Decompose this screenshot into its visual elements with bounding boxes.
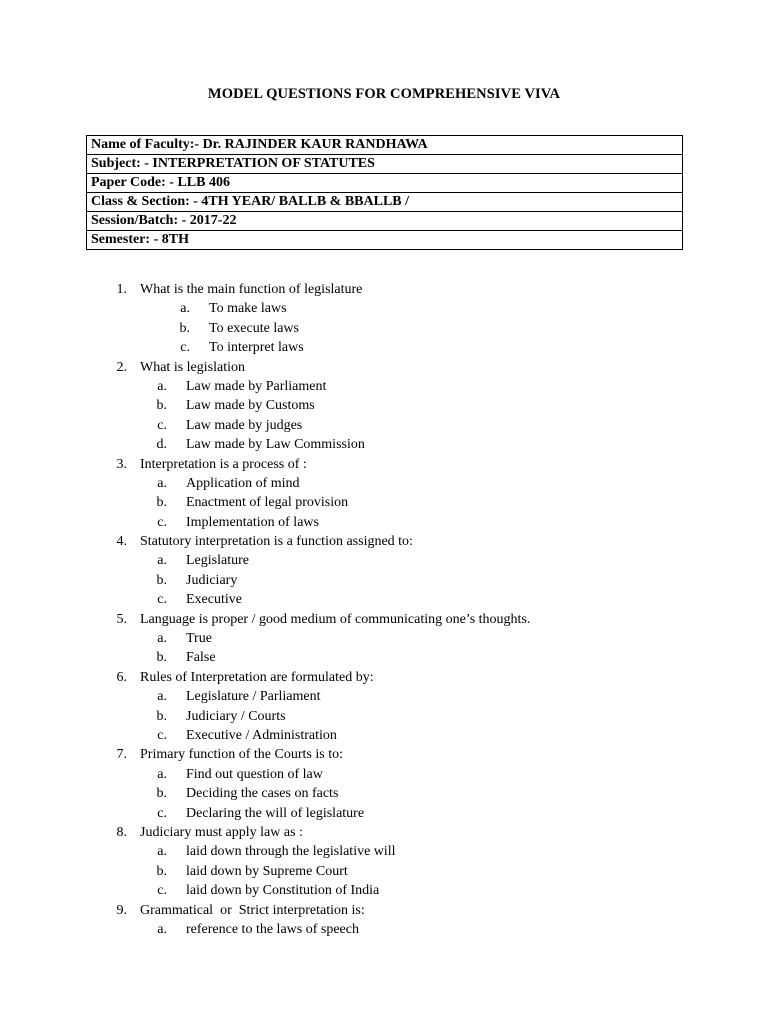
info-semester: Semester: - 8TH: [87, 231, 683, 250]
option-item: [0, 571, 768, 590]
question-text: Judiciary must apply law as :: [140, 824, 303, 840]
option-item: [0, 648, 768, 667]
option-text: Find out question of law: [186, 766, 323, 782]
question-number: 4.: [116, 534, 127, 550]
option-text: reference to the laws of speech: [186, 921, 359, 937]
info-row: [87, 174, 683, 193]
question-number: 1.: [116, 282, 127, 297]
option-item: [0, 319, 768, 338]
question-text: What is legislation: [140, 359, 245, 375]
option-label: a.: [157, 378, 167, 394]
question-text: Rules of Interpretation are formulated by:: [140, 669, 374, 685]
option-item: [0, 687, 768, 706]
option-item: [0, 784, 768, 803]
option-label: b.: [156, 786, 167, 802]
option-label: a.: [157, 631, 167, 647]
option-text: laid down by Supreme Court: [186, 863, 348, 879]
option-text: Legislature: [186, 553, 249, 569]
option-label: b.: [156, 708, 167, 724]
option-item: [0, 765, 768, 784]
info-faculty: Name of Faculty:- Dr. RAJINDER KAUR RANDHAWA: [87, 136, 683, 155]
option-text: Application of mind: [186, 475, 300, 491]
option-text: Legislature / Parliament: [186, 689, 321, 705]
option-label: a.: [157, 553, 167, 569]
question-text: Interpretation is a process of :: [140, 456, 307, 472]
question-item: [0, 668, 768, 687]
option-text: True: [186, 631, 212, 647]
question-number: 7.: [116, 747, 127, 763]
question-text: What is the main function of legislature: [140, 282, 363, 297]
option-label: a.: [157, 844, 167, 860]
option-item: [0, 551, 768, 570]
option-item: [0, 435, 768, 454]
question-item: [0, 901, 768, 920]
option-text: Judiciary / Courts: [186, 708, 286, 724]
question-text: Statutory interpretation is a function assigned to:: [140, 534, 413, 550]
option-item: [0, 590, 768, 609]
option-text: Law made by Parliament: [186, 378, 327, 394]
question-number: 5.: [116, 611, 127, 627]
info-row: [87, 136, 683, 155]
option-label: c.: [157, 592, 167, 608]
question-item: [0, 823, 768, 842]
option-text: Judiciary: [186, 572, 238, 588]
option-item: [0, 862, 768, 881]
question-number: 3.: [116, 456, 127, 472]
faculty-info-table: [86, 135, 683, 250]
option-text: To make laws: [209, 301, 287, 317]
option-label: b.: [156, 863, 167, 879]
option-label: a.: [157, 475, 167, 491]
option-label: b.: [156, 398, 167, 414]
option-text: Law made by Customs: [186, 398, 315, 414]
option-text: Declaring the will of legislature: [186, 805, 365, 821]
info-session-batch: Session/Batch: - 2017-22: [87, 212, 683, 231]
option-label: c.: [157, 514, 167, 530]
option-label: b.: [156, 572, 167, 588]
question-item: [0, 610, 768, 629]
option-item: [0, 377, 768, 396]
option-item: [0, 804, 768, 823]
page-title: MODEL QUESTIONS FOR COMPREHENSIVE VIVA: [207, 86, 561, 102]
option-text: Implementation of laws: [186, 514, 319, 530]
option-item: [0, 842, 768, 861]
option-label: b.: [156, 650, 167, 666]
question-number: 6.: [116, 669, 127, 685]
option-label: a.: [157, 689, 167, 705]
info-paper-code: Paper Code: - LLB 406: [87, 174, 683, 193]
question-number: 8.: [116, 824, 127, 840]
option-item: [0, 629, 768, 648]
info-row: [87, 231, 683, 250]
info-row: [87, 212, 683, 231]
option-text: laid down through the legislative will: [186, 844, 396, 860]
option-item: [0, 920, 768, 939]
option-text: Law made by Law Commission: [186, 437, 365, 453]
option-label: b.: [156, 495, 167, 511]
option-text: To interpret laws: [209, 340, 304, 356]
option-label: c.: [157, 727, 167, 743]
info-subject: Subject: - INTERPRETATION OF STATUTES: [87, 155, 683, 174]
option-text: Law made by judges: [186, 417, 303, 433]
info-row: [87, 193, 683, 212]
option-text: Executive / Administration: [186, 727, 337, 743]
option-item: [0, 416, 768, 435]
option-item: [0, 513, 768, 532]
option-text: Deciding the cases on facts: [186, 786, 339, 802]
option-item: [0, 299, 768, 318]
question-text: Language is proper / good medium of communicating one’s thoughts.: [140, 611, 531, 627]
option-label: b.: [179, 320, 190, 336]
option-item: [0, 726, 768, 745]
question-number: 9.: [116, 902, 127, 918]
option-text: Executive: [186, 592, 242, 608]
question-text: Primary function of the Courts is to:: [140, 747, 343, 763]
option-item: [0, 396, 768, 415]
question-item: [0, 745, 768, 764]
question-item: [0, 358, 768, 377]
question-item: [0, 532, 768, 551]
option-label: a.: [157, 766, 167, 782]
option-item: [0, 493, 768, 512]
info-row: [87, 155, 683, 174]
option-label: c.: [180, 340, 190, 356]
option-label: a.: [180, 301, 190, 317]
option-label: c.: [157, 805, 167, 821]
option-label: c.: [157, 417, 167, 433]
question-text: Grammatical or Strict interpretation is:: [140, 902, 365, 918]
option-label: a.: [157, 921, 167, 937]
question-list: [0, 280, 768, 939]
option-text: Enactment of legal provision: [186, 495, 349, 511]
info-class-section: Class & Section: - 4TH YEAR/ BALLB & BBALLB /: [87, 193, 683, 212]
option-label: c.: [157, 883, 167, 899]
option-item: [0, 474, 768, 493]
question-item: [0, 455, 768, 474]
option-item: [0, 881, 768, 900]
question-item: [0, 280, 768, 299]
option-text: laid down by Constitution of India: [186, 883, 380, 899]
option-text: To execute laws: [209, 320, 299, 336]
option-text: False: [186, 650, 216, 666]
option-item: [0, 338, 768, 357]
option-label: d.: [156, 437, 167, 453]
question-number: 2.: [116, 359, 127, 375]
option-item: [0, 707, 768, 726]
